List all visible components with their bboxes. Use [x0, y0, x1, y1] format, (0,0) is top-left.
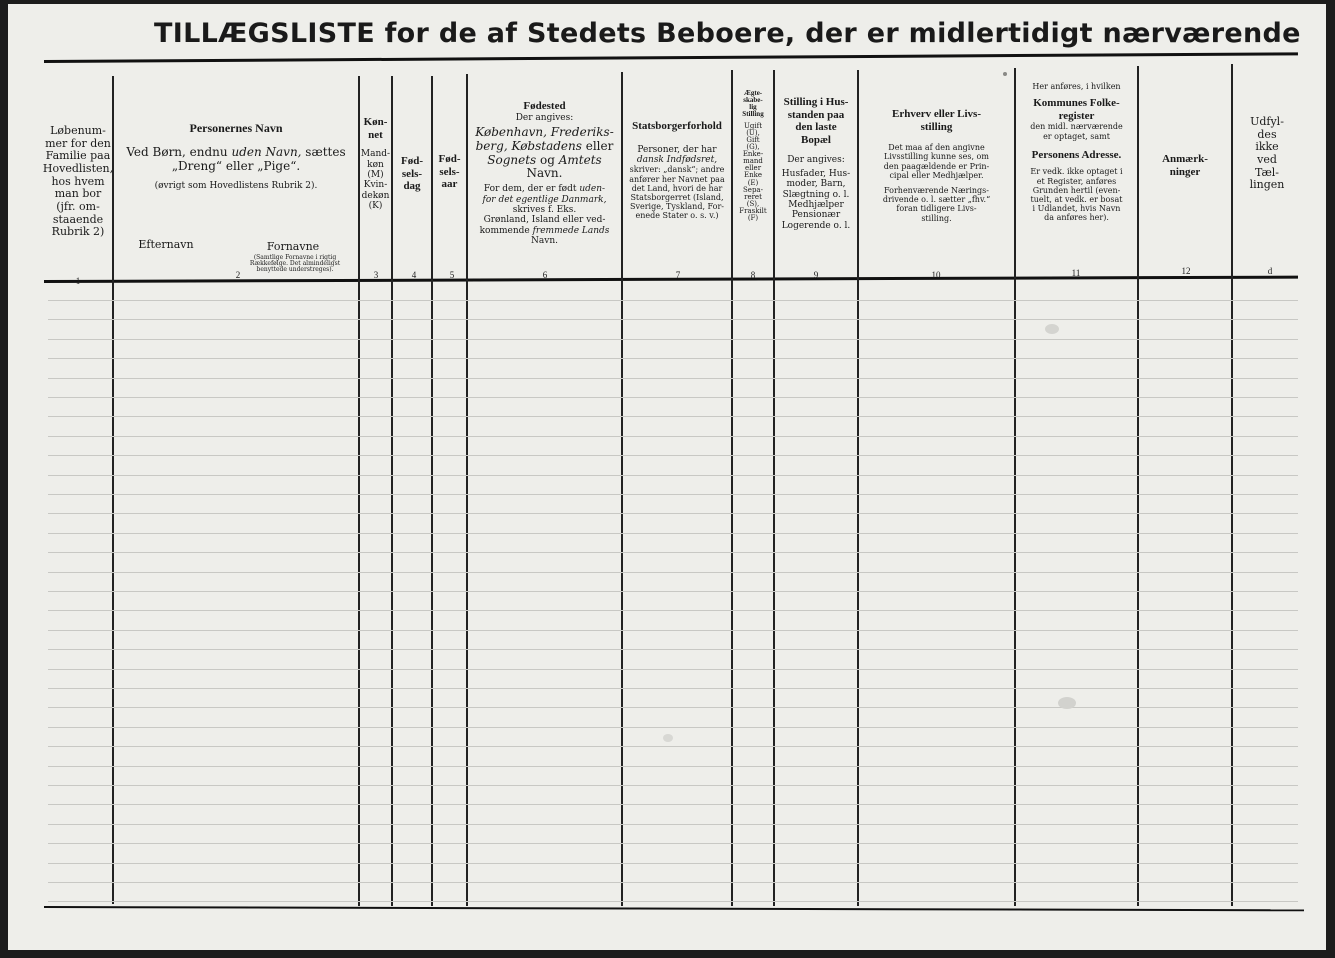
row-rule — [48, 436, 1298, 437]
c7-l1: Personer, der har — [637, 144, 717, 155]
c3-line: køn — [367, 159, 384, 170]
c10-line: cipal eller Medhjælper. — [889, 170, 984, 180]
c13-line: des — [1257, 127, 1277, 141]
c11-line: er optaget, samt — [1043, 131, 1110, 141]
col-number-1: 1 — [75, 276, 81, 286]
col-number-3: 3 — [373, 270, 379, 280]
c6-l3a: Sognets — [487, 152, 537, 167]
row-rule — [48, 824, 1298, 825]
c8-line: Gift — [746, 135, 760, 144]
c11-line2: i Udlandet, hvis Navn — [1032, 204, 1121, 214]
row-rule — [48, 746, 1298, 747]
c12-heading: Anmærk- — [1162, 153, 1208, 166]
c11-heading2: Personens Adresse. — [1031, 148, 1122, 161]
row-rule — [48, 649, 1298, 650]
c9-line: Slægtning o. l. — [782, 189, 850, 200]
c1-line: (jfr. om- — [56, 199, 100, 213]
c3-heading: Køn- — [363, 116, 388, 128]
row-rule — [48, 707, 1298, 708]
c10-line2: foran tidligere Livs- — [896, 204, 977, 214]
row-rule — [48, 882, 1298, 883]
c11-line: den midl. nærværende — [1030, 122, 1123, 132]
row-rule — [48, 552, 1298, 553]
c8-line: Ugift — [743, 121, 763, 130]
c8-heading: Ægte- — [743, 90, 763, 97]
c2-note: (øvrigt som Hovedlistens Rubrik 2). — [154, 181, 318, 192]
c9-heading: Stilling i Hus- — [783, 96, 849, 108]
row-rule — [48, 804, 1298, 805]
c6-l3b: og — [536, 152, 559, 167]
row-rule — [48, 378, 1298, 379]
col-number-2: 2 — [235, 270, 241, 280]
ink-spot — [663, 734, 673, 742]
c9-heading: den laste — [795, 121, 837, 134]
row-rule — [48, 300, 1298, 301]
c4-line: dag — [403, 180, 421, 193]
header-col-1 — [42, 112, 114, 252]
c8-line: Enke — [743, 171, 762, 180]
c11-line2: tuelt, at vedk. er bosat — [1030, 195, 1123, 205]
c10-line: Livsstilling kunne ses, om — [884, 152, 989, 162]
row-rule — [48, 727, 1298, 728]
col-number-9: 9 — [813, 270, 819, 280]
c2-text: sættes — [301, 144, 346, 159]
col-number-d: d — [1267, 266, 1273, 276]
c3-line: dekøn — [361, 190, 390, 201]
c13-line: Udfyl- — [1250, 116, 1284, 128]
c9-sub: Der angives: — [787, 154, 845, 165]
c6-l2-text: eller — [581, 138, 614, 153]
c8-line: (S), — [746, 199, 760, 208]
c8-line: Enke- — [742, 150, 764, 158]
c6-heading: Fødested — [523, 100, 566, 112]
c8-line: Fraskilt — [739, 207, 767, 215]
c6-l8 — [480, 226, 610, 236]
c2-heading: Personernes Navn — [189, 122, 283, 135]
c8-line: Sepa- — [743, 185, 763, 194]
c7-line: anfører her Navnet paa — [629, 174, 725, 184]
c2-firstname: Fornavne — [266, 240, 320, 253]
row-rule — [48, 863, 1298, 864]
row-rule — [48, 494, 1298, 495]
row-rule — [48, 513, 1298, 514]
c1-line: hos hvem — [51, 174, 105, 188]
row-rule — [48, 785, 1298, 786]
c7-line: skriver: „dansk“; andre — [629, 165, 725, 175]
c7-line: Statsborgerret (Island, — [630, 192, 724, 202]
col-number-8: 8 — [750, 270, 756, 280]
header-col-13 — [1233, 116, 1301, 216]
row-rule — [48, 610, 1298, 611]
c5-line: sels- — [439, 165, 460, 178]
row-rule — [48, 688, 1298, 689]
c13-line: ved — [1257, 152, 1277, 166]
form-title: TILLÆGSLISTE for de af Stedets Beboere, der er midlertidigt nærværende — [154, 18, 1301, 49]
ink-spot — [1045, 324, 1059, 334]
c6-l1: København, Frederiks- — [475, 124, 614, 139]
census-form-sheet — [8, 4, 1326, 950]
c7-line: enede Stater o. s. v.) — [635, 211, 719, 221]
c8-line: reret — [744, 192, 762, 201]
row-rule — [48, 475, 1298, 476]
c13-line: lingen — [1249, 178, 1285, 192]
row-rule — [48, 901, 1298, 902]
col-number-11: 11 — [1071, 268, 1081, 278]
c13-line: Tæl- — [1254, 165, 1280, 179]
c2-text-italic: uden Navn, — [231, 144, 302, 159]
c3-line: (K) — [368, 201, 383, 211]
row-rule — [48, 669, 1298, 670]
col-number-7: 7 — [675, 270, 681, 280]
c6-l4 — [484, 184, 605, 194]
c8-line: (G), — [746, 142, 760, 151]
c13-line: ikke — [1255, 140, 1279, 154]
c5-line: Fød- — [438, 153, 461, 166]
row-rule — [48, 630, 1298, 631]
c2-instruction — [126, 146, 345, 160]
c6-l9: Navn. — [531, 235, 558, 246]
col-number-5: 5 — [449, 270, 455, 280]
header-col-8 — [733, 90, 773, 258]
row-rule — [48, 591, 1298, 592]
c8-line: eller — [744, 164, 762, 173]
c11-line2: Grunden hertil (even- — [1032, 185, 1121, 195]
c1-line: man bor — [54, 187, 102, 201]
c10-line: den paagældende er Prin- — [883, 161, 990, 171]
c2-surname: Efternavn — [138, 237, 194, 251]
c8-heading: lig — [749, 103, 757, 112]
row-rule — [48, 455, 1298, 456]
c6-l8a: kommende — [479, 225, 533, 236]
row-rule — [48, 397, 1298, 398]
c6-l4b: uden- — [579, 184, 606, 195]
header-col-5 — [433, 142, 466, 202]
c6-l4a: For dem, der er født — [483, 184, 580, 195]
ink-spot — [1003, 72, 1007, 76]
c11-heading: register — [1058, 109, 1095, 122]
c10-line2: stilling. — [921, 213, 952, 223]
c2-firstname-note-text: (Samtlige Fornavne i rigtig Rækkefølge. Det almindeligst benyttede understreges). — [249, 253, 341, 274]
c2-firstname-label — [238, 240, 348, 254]
header-col-2 — [116, 122, 356, 212]
c6-sub: Der angives: — [515, 112, 574, 123]
col-number-4: 4 — [411, 270, 417, 280]
c6-l7: Grønland, Island eller ved- — [483, 215, 606, 226]
c2-line2: „Dreng“ eller „Pige“. — [171, 158, 301, 173]
table-bottom-border — [44, 906, 1304, 911]
c1-line: staaende — [52, 212, 104, 226]
c8-heading: Stilling — [742, 110, 764, 119]
c3-line: Mand- — [360, 149, 391, 160]
header-col-3 — [360, 116, 391, 236]
c5-line: aar — [441, 178, 458, 191]
c7-heading: Statsborgerforhold — [632, 120, 722, 132]
c2-firstname-note — [246, 253, 344, 275]
c7-line: det Land, hvori de har — [631, 183, 723, 193]
row-rule — [48, 339, 1298, 340]
header-col-7 — [623, 120, 731, 240]
c8-line: mand — [743, 157, 763, 166]
c1-line: mer for den — [45, 136, 111, 150]
c3-heading: net — [368, 128, 383, 141]
c12-heading: ninger — [1169, 166, 1201, 178]
c11-line2: da anføres her). — [1044, 213, 1109, 223]
c9-heading: Bopæl — [801, 133, 831, 146]
col-number-6: 6 — [542, 270, 548, 280]
c2-surname-label — [126, 236, 206, 254]
c1-line: Familie paa — [45, 149, 111, 163]
c7-l2: dansk Indfødsret, — [636, 154, 718, 165]
header-col-4 — [393, 144, 431, 204]
row-rule — [48, 766, 1298, 767]
c9-line: Pensionær — [791, 210, 841, 221]
row-rule — [48, 843, 1298, 844]
c11-heading: Kommunes Folke- — [1033, 97, 1120, 110]
row-rule — [48, 319, 1298, 320]
c3-line: Kvin- — [363, 180, 388, 191]
c6-l3c: Amtets — [558, 152, 602, 167]
c4-line: sels- — [401, 167, 423, 180]
c8-line: (U), — [746, 128, 760, 137]
c10-heading: stilling — [920, 120, 953, 133]
divider-11 — [1137, 66, 1139, 906]
c9-line: Husfader, Hus- — [781, 168, 851, 179]
c10-line2: drivende o. l. sætter „fhv.“ — [882, 195, 991, 205]
c1-line: Rubrik 2) — [51, 225, 105, 239]
c9-line: Logerende o. l. — [781, 220, 851, 231]
row-rule — [48, 533, 1298, 534]
col-number-10: 10 — [931, 270, 941, 280]
row-rule — [48, 416, 1298, 417]
row-rule — [48, 358, 1298, 359]
c6-l2-italic: berg, Købstadens — [475, 138, 582, 153]
c9-line: Medhjælper — [788, 199, 844, 210]
table-top-border — [44, 52, 1298, 63]
row-rule — [48, 572, 1298, 573]
header-col-12 — [1139, 144, 1231, 188]
c9-line: moder, Barn, — [786, 179, 846, 190]
header-col-6 — [468, 100, 621, 250]
c4-line: Fød- — [401, 155, 423, 168]
c10-line: Det maa af den angivne — [888, 143, 985, 153]
c8-line: (E) — [747, 178, 759, 187]
c6-l6: skrives f. Eks. — [512, 204, 577, 215]
c2-text: Ved Børn, endnu — [126, 144, 232, 159]
c6-l2 — [476, 140, 614, 154]
header-col-9 — [775, 96, 857, 246]
c10-heading: Erhverv eller Livs- — [892, 108, 981, 120]
c6-l5: for det egentlige Danmark, — [482, 194, 607, 205]
c8-line: (F) — [747, 214, 759, 223]
c11-top: Her anføres, i hvilken — [1032, 82, 1121, 91]
col-number-12: 12 — [1181, 266, 1191, 276]
c7-line: Sverige, Tyskland, For- — [629, 202, 724, 212]
c6-l8b: fremmede Lands — [532, 225, 610, 236]
header-col-10 — [859, 108, 1014, 238]
c3-line: (M) — [367, 169, 384, 180]
ink-spot — [1058, 697, 1076, 709]
c6-l3d: Navn. — [526, 166, 563, 181]
c11-line2: Er vedk. ikke optaget i — [1030, 167, 1123, 177]
c9-heading: standen paa — [787, 108, 845, 121]
c8-heading: skabe- — [743, 96, 763, 105]
c10-line2: Forhenværende Nærings- — [884, 186, 989, 196]
c1-line: Hovedlisten, — [42, 162, 114, 176]
c11-line2: et Register, anføres — [1036, 176, 1117, 186]
c6-l3 — [468, 154, 621, 182]
c1-line: Løbenum- — [50, 124, 106, 138]
header-col-11 — [1016, 82, 1137, 258]
